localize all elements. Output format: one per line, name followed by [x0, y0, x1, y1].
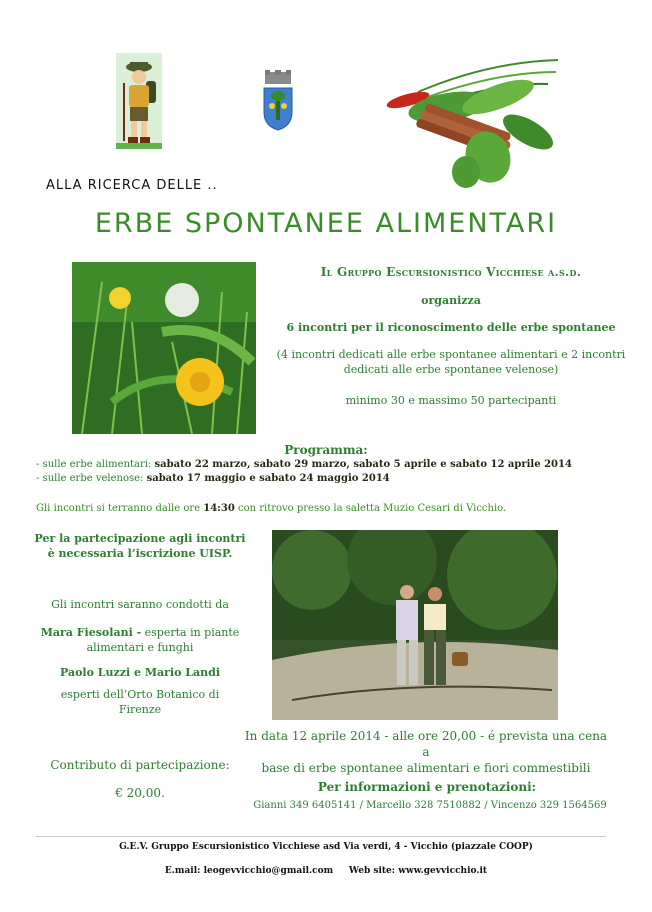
coat-of-arms-icon: [262, 70, 294, 132]
cena-announcement: [240, 728, 612, 776]
footer-contacts: [0, 866, 652, 876]
programma-title: Programma:: [284, 443, 368, 457]
orario-time: 14:30: [203, 503, 235, 514]
velenose-label: - sulle erbe velenose:: [36, 473, 144, 484]
iscrizione-line-1: Per la partecipazione agli incontri: [34, 532, 246, 545]
organizer-name: [262, 265, 640, 280]
orario-pre: Gli incontri si terranno dalle ore: [36, 503, 201, 514]
iscrizione-note: [20, 531, 260, 561]
web-label: Web site:: [348, 866, 396, 876]
email-link[interactable]: leogevvicchio@gmail.com: [203, 866, 334, 876]
orto-line-1: esperti dell’Orto Botanico di: [60, 688, 220, 701]
orto-botanico: [20, 687, 260, 717]
cena-line-2: base di erbe spontanee alimentari e fiori commestibili: [261, 761, 591, 775]
contributo-label: Contributo di partecipazione:: [50, 758, 230, 772]
partecipanti-range: minimo 30 e massimo 50 partecipanti: [345, 394, 557, 407]
expert-fiesolani: [20, 625, 260, 655]
couple-walking-photo: [272, 530, 558, 720]
organizer-town: Vicchiese: [486, 265, 544, 279]
orto-line-2: Firenze: [118, 703, 162, 716]
alimentari-dates: sabato 22 marzo, sabato 29 marzo, sabato 5 aprile e sabato 12 aprile 2014: [154, 459, 572, 470]
herbs-bundle-photo: [378, 52, 564, 190]
subtitle: ALLA RICERCA DELLE ..: [46, 178, 218, 193]
prezzo-value: € 20,00.: [115, 786, 165, 800]
contact-phones: Gianni 349 6405141 / Marcello 328 7510882 / Vincenzo 329 1564569: [253, 800, 607, 811]
fiesolani-role-1: esperta in piante: [144, 626, 240, 639]
footer-divider: [36, 836, 606, 837]
email-label: E.mail:: [164, 866, 201, 876]
organizer-prefix: Il Gruppo Escursionistico: [320, 265, 482, 279]
hiker-logo: [116, 53, 162, 149]
cena-line-1: In data 12 aprile 2014 - alle ore 20,00 - é prevista una cena a: [244, 729, 608, 759]
footer-address: G.E.V. Gruppo Escursionistico Vicchiese asd Via verdi, 4 - Vicchio (piazzale COOP): [119, 842, 533, 852]
organizer-suffix: a.s.d.: [548, 265, 582, 279]
velenose-dates: sabato 17 maggio e sabato 24 maggio 2014: [146, 473, 390, 484]
incontri-count: 6 incontri per il riconoscimento delle erbe spontanee: [286, 321, 616, 334]
alimentari-label: - sulle erbe alimentari:: [36, 459, 152, 470]
orario-line: [36, 503, 506, 514]
website-link[interactable]: www.gevvicchio.it: [398, 866, 488, 876]
condotti-label: Gli incontri saranno condotti da: [51, 598, 229, 611]
organizza-label: organizza: [421, 294, 481, 307]
programma-velenose: [36, 472, 390, 485]
dandelion-photo: [72, 262, 256, 434]
expert-luzzi-landi: Paolo Luzzi e Mario Landi: [59, 666, 221, 679]
programma-alimentari: [36, 458, 572, 471]
orario-post: con ritrovo presso la saletta Muzio Cesari di Vicchio.: [237, 503, 507, 514]
fiesolani-role-2: alimentari e funghi: [86, 641, 194, 654]
incontri-detail: (4 incontri dedicati alle erbe spontanee alimentari e 2 incontri dedicati alle erbe spontanee velenose): [276, 348, 626, 376]
fiesolani-name: Mara Fiesolani -: [40, 626, 142, 639]
iscrizione-line-2: è necessaria l’iscrizione UISP.: [47, 547, 233, 560]
info-title: Per informazioni e prenotazioni:: [317, 780, 537, 794]
page-title: ERBE SPONTANEE ALIMENTARI: [94, 208, 558, 239]
